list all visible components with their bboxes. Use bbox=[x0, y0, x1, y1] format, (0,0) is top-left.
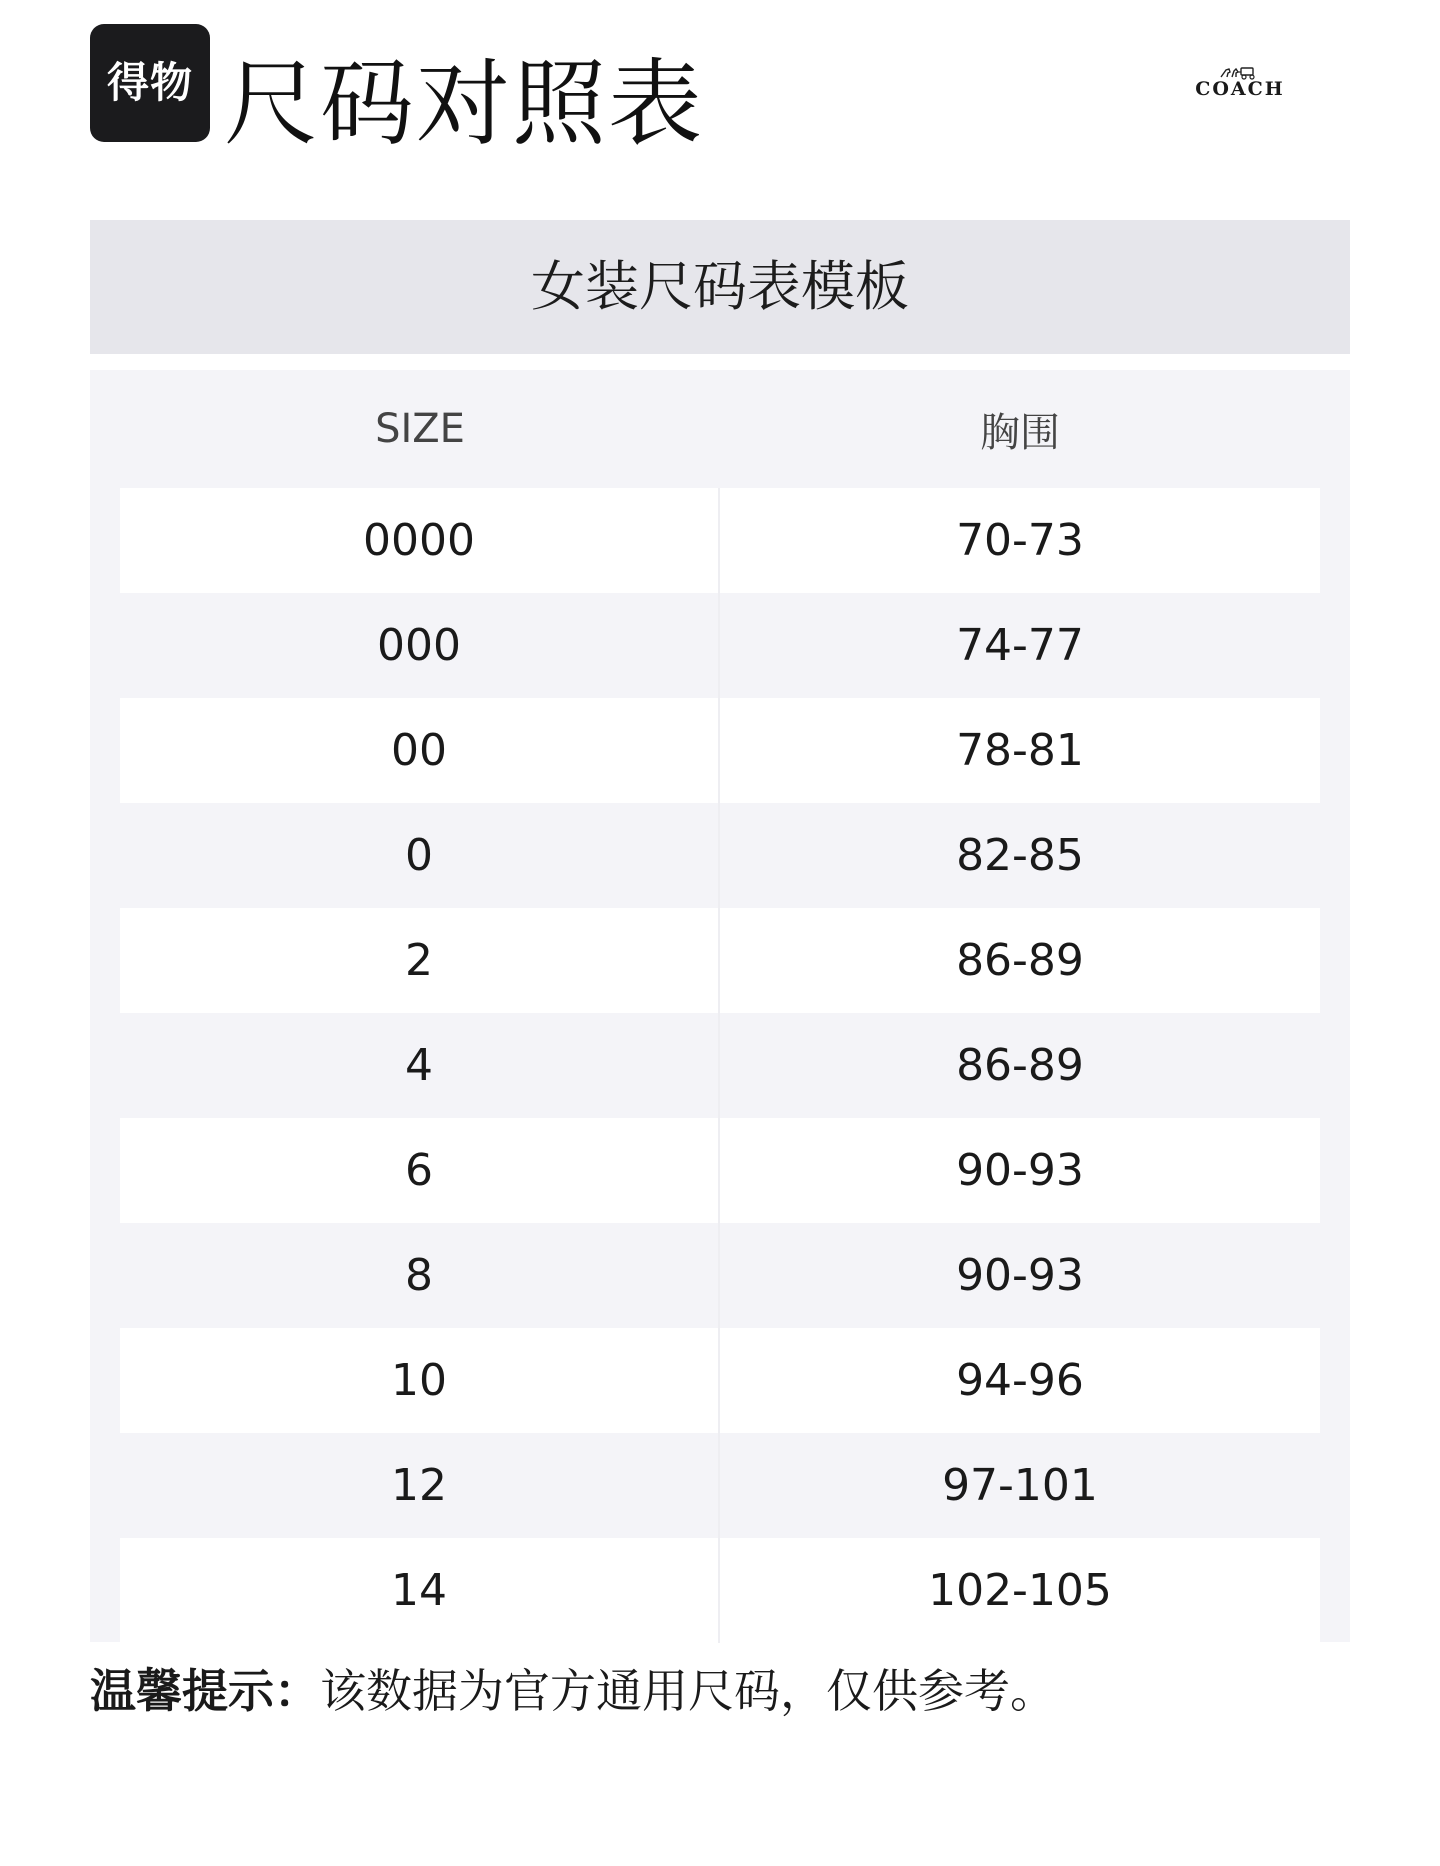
table-title: 女装尺码表模板 bbox=[531, 255, 909, 318]
size-cell: 0 bbox=[120, 803, 720, 908]
table-row bbox=[120, 1118, 1320, 1223]
bust-cell: 86-89 bbox=[956, 1040, 1084, 1091]
size-cell: 6 bbox=[120, 1118, 720, 1223]
bust-cell: 82-85 bbox=[956, 830, 1084, 881]
table-row bbox=[120, 593, 1320, 698]
notice-text: 该数据为官方通用尺码，仅供参考。 bbox=[320, 1664, 1056, 1718]
size-cell: 10 bbox=[120, 1328, 720, 1433]
size-cell: 000 bbox=[120, 593, 720, 698]
table-row bbox=[120, 1433, 1320, 1538]
size-cell: 8 bbox=[120, 1223, 720, 1328]
size-cell: 00 bbox=[120, 698, 720, 803]
notice bbox=[90, 1664, 1056, 1719]
table-row bbox=[120, 1013, 1320, 1118]
bust-cell: 74-77 bbox=[956, 620, 1084, 671]
bust-cell: 70-73 bbox=[956, 515, 1084, 566]
table-row bbox=[120, 908, 1320, 1013]
notice-label: 温馨提示： bbox=[90, 1664, 320, 1718]
bust-cell: 90-93 bbox=[956, 1250, 1084, 1301]
size-table bbox=[90, 370, 1350, 1642]
size-cell: 0000 bbox=[120, 488, 720, 593]
brand-name: COACH bbox=[1195, 78, 1285, 100]
bust-cell: 90-93 bbox=[956, 1145, 1084, 1196]
bust-cell: 102-105 bbox=[928, 1565, 1112, 1616]
bust-cell: 78-81 bbox=[956, 725, 1084, 776]
page-header bbox=[90, 22, 1350, 172]
table-row bbox=[120, 488, 1320, 593]
size-cell: 4 bbox=[120, 1013, 720, 1118]
table-row bbox=[120, 1223, 1320, 1328]
bust-cell: 94-96 bbox=[956, 1355, 1084, 1406]
size-cell: 14 bbox=[120, 1538, 720, 1643]
brand-logo bbox=[1170, 64, 1310, 99]
table-header-row bbox=[120, 370, 1320, 488]
bust-cell: 86-89 bbox=[956, 935, 1084, 986]
table-body bbox=[120, 488, 1320, 1643]
size-cell: 12 bbox=[120, 1433, 720, 1538]
column-header-bust: 胸围 bbox=[980, 409, 1060, 456]
table-row bbox=[120, 803, 1320, 908]
table-row bbox=[120, 1328, 1320, 1433]
page-title: 尺码对照表 bbox=[224, 50, 705, 159]
table-row bbox=[120, 1538, 1320, 1643]
app-logo bbox=[90, 24, 210, 142]
size-cell: 2 bbox=[120, 908, 720, 1013]
app-logo-text: 得物 bbox=[106, 58, 193, 107]
table-row bbox=[120, 698, 1320, 803]
column-header-size: SIZE bbox=[375, 406, 465, 452]
table-title-bar bbox=[90, 220, 1350, 354]
bust-cell: 97-101 bbox=[942, 1460, 1098, 1511]
